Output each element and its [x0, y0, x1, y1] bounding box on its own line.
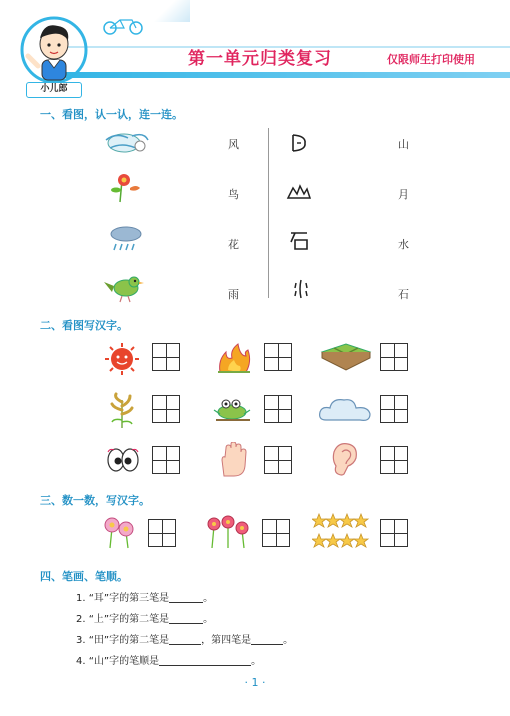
column-divider [268, 128, 269, 298]
question-3: 3. “田”字的第二笔是 ，第四笔是 。 [76, 635, 294, 646]
answer-blank[interactable] [169, 634, 201, 645]
writing-grid[interactable] [152, 446, 180, 474]
writing-grid[interactable] [380, 446, 408, 474]
stone-glyph-icon [288, 230, 310, 252]
writing-grid[interactable] [152, 343, 180, 371]
writing-grid[interactable] [264, 395, 292, 423]
page-number: · 1 · [244, 676, 266, 689]
eight-flowers-icon [312, 512, 370, 552]
left-word-3: 花 [228, 238, 239, 251]
moon-glyph-icon [288, 132, 310, 154]
answer-blank[interactable] [159, 655, 251, 666]
writing-grid[interactable] [380, 343, 408, 371]
eyes-icon [106, 446, 140, 474]
left-word-4: 雨 [228, 288, 239, 301]
bicycle-icon [96, 16, 156, 36]
writing-grid[interactable] [262, 519, 290, 547]
field-icon [316, 340, 374, 376]
question-2: 2. “上”字的第二笔是 。 [76, 614, 214, 625]
cloud-icon [318, 396, 372, 424]
avatar-label: 小儿郎 [26, 82, 82, 98]
writing-grid[interactable] [380, 519, 408, 547]
wind-icon [102, 126, 152, 160]
two-flowers-icon [98, 514, 142, 550]
hand-icon [218, 442, 248, 478]
writing-grid[interactable] [152, 395, 180, 423]
header-decoration [150, 0, 190, 22]
answer-blank[interactable] [251, 634, 283, 645]
sun-icon [104, 342, 140, 376]
fire-icon [214, 342, 254, 376]
writing-grid[interactable] [148, 519, 176, 547]
right-word-4: 石 [398, 288, 409, 301]
bird-icon [102, 268, 146, 304]
ear-icon [330, 442, 358, 478]
right-word-1: 山 [398, 138, 409, 151]
question-1: 1. “耳”字的第三笔是 。 [76, 593, 214, 604]
right-word-2: 月 [398, 188, 409, 201]
section4-title: 四、笔画、笔顺。 [40, 570, 128, 583]
bird-flower-icon [106, 170, 142, 204]
question-4: 4. “山”字的笔顺是 。 [76, 656, 262, 667]
grain-icon [108, 392, 136, 428]
section2-title: 二、看图写汉字。 [40, 319, 128, 332]
left-word-2: 鸟 [228, 188, 239, 201]
right-word-3: 水 [398, 238, 409, 251]
writing-grid[interactable] [380, 395, 408, 423]
section1-title: 一、看图，认一认，连一连。 [40, 108, 183, 121]
print-notice: 仅限师生打印使用 [387, 53, 475, 66]
answer-blank[interactable] [169, 613, 203, 624]
header-rule [58, 72, 510, 78]
answer-blank[interactable] [169, 592, 203, 603]
section3-title: 三、数一数，写汉字。 [40, 494, 150, 507]
left-word-1: 风 [228, 138, 239, 151]
writing-grid[interactable] [264, 446, 292, 474]
insect-icon [210, 394, 254, 424]
three-flowers-icon [202, 514, 254, 550]
page-title: 第一单元归类复习 [188, 49, 332, 69]
mountain-glyph-icon [286, 184, 312, 202]
water-glyph-icon [292, 278, 310, 300]
writing-grid[interactable] [264, 343, 292, 371]
rain-icon [108, 224, 144, 254]
